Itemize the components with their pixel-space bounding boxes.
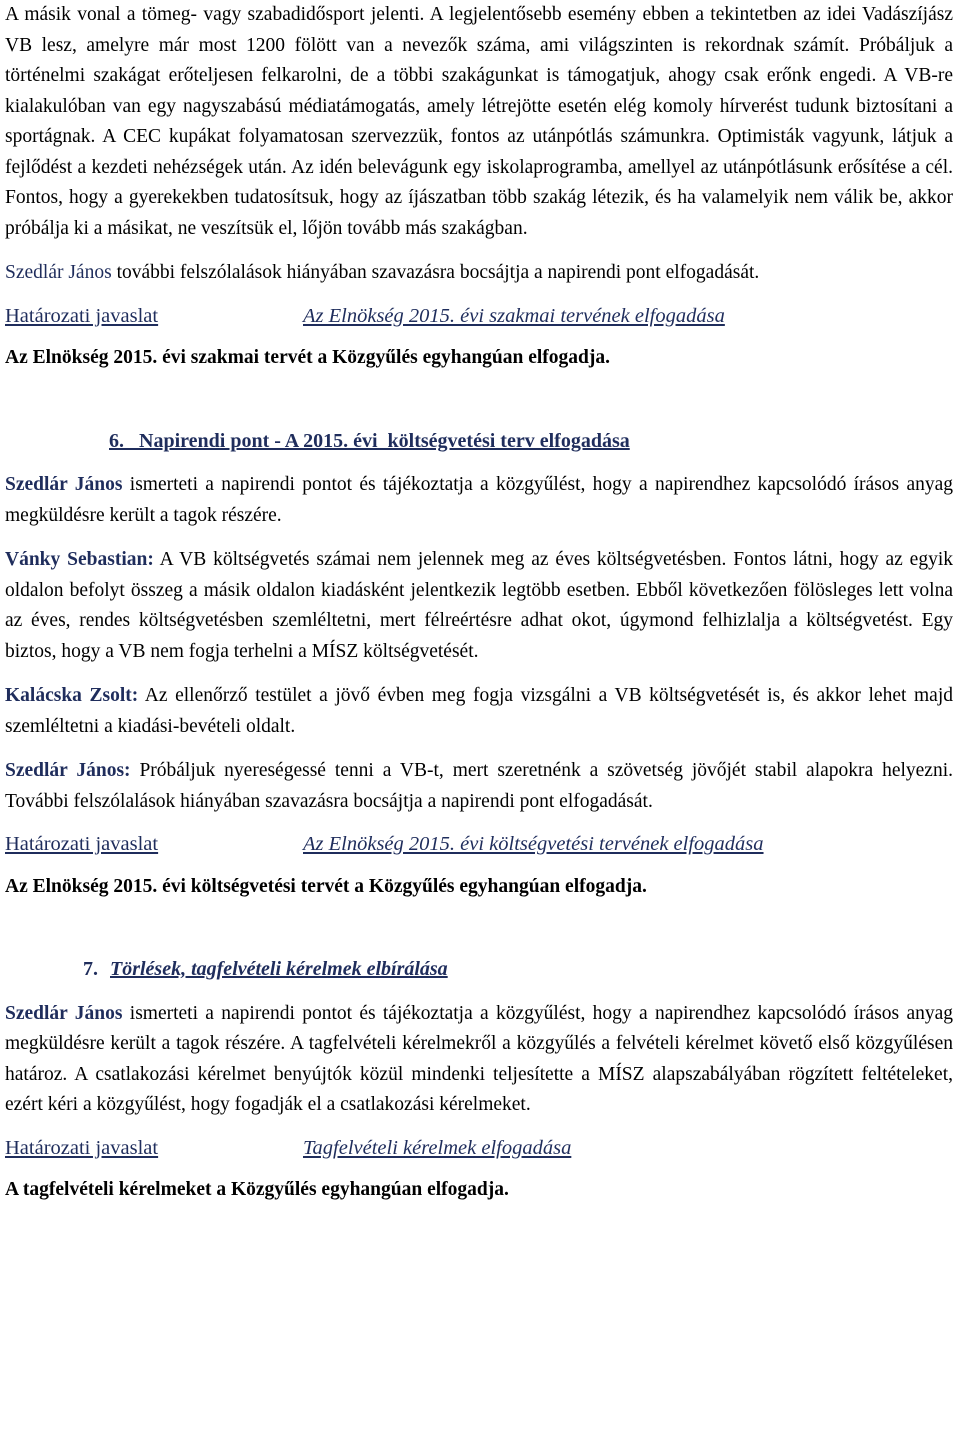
agenda-title: Törlések, tagfelvételi kérelmek elbírálása: [110, 958, 448, 980]
paragraph-vote-call-1: [5, 258, 953, 289]
resolution-title: Tagfelvételi kérelmek elfogadása: [303, 1136, 572, 1159]
paragraph-kalacska: [5, 681, 953, 742]
text-segment: Az idén belevágunk egy iskolaprogramba, amellyel az utánpótlásunk erősítése a cél.: [286, 156, 953, 178]
speaker-name: Kalácska Zsolt:: [5, 685, 139, 706]
paragraph-vanky: [5, 545, 953, 667]
resolution-proposal-1: [5, 301, 953, 332]
speaker-text: ismerteti a napirendi pontot és tájékoztatja a közgyűlést, hogy a napirendhez kapcsolódó írásos anyag megküldésre került a tagok részére.: [5, 474, 954, 526]
resolution-proposal-2: [5, 829, 953, 860]
speaker-text: A VB költségvetés számai nem jelennek meg az éves költségvetésben. Fontos látni, hogy az egyik oldalon befolyt összeg a másik oldalon kiadásként jelentkezik legtöbb esetben. Ebből következően fölösleges lett volna az éves, rendes költségvetésben szemléltetni, mert félreértésre adhat okot, úgymond felhizlalja a költségvetést. Egy biztos, hogy a VB nem fogja terhelni a MÍSZ költségvetését.: [5, 549, 953, 662]
agenda-title: 6. Napirendi pont - A 2015. évi költségvetési terv elfogadása: [109, 429, 630, 452]
speaker-name: Szedlár János: [5, 474, 123, 495]
resolution-title: Az Elnökség 2015. évi szakmai tervének elfogadása: [303, 304, 725, 327]
resolution-title: Az Elnökség 2015. évi költségvetési tervének elfogadása: [303, 833, 764, 855]
resolution-label: Határozati javaslat: [5, 833, 159, 855]
resolution-proposal-3: [5, 1133, 953, 1164]
resolution-decision-1: Az Elnökség 2015. évi szakmai tervét a Közgyűlés egyhangúan elfogadja.: [5, 347, 611, 368]
speaker-text: további felszólalások hiányában szavazásra bocsájtja a napirendi pont elfogadását.: [111, 262, 760, 283]
text-segment: Fontos, hogy a gyerekekben tudatosítsuk, hogy az íjászatban több szakág létezik, és ha valamelyik nem válik be, akkor próbálja ki a másikat, ne veszítsük el, lőjön tovább más szakágban.: [5, 187, 953, 239]
speaker-name: Szedlár János: [5, 262, 112, 283]
resolution-decision-3: A tagfelvételi kérelmeket a Közgyűlés egyhangúan elfogadja.: [5, 1179, 509, 1200]
agenda-heading-6: [5, 426, 953, 457]
text-segment: Próbáljuk a történelmi szakágat erőteljesen felkarolni, de a többi szakágunkat is támogatjuk, ahogy csak erőnk engedi. A VB-re kialakulóban van egy nagyszabású médiatámogatás, amely létrejötte esetén elég komoly hírverést tudunk biztosítani a sportágnak. A CEC kupákat folyamatosan szervezzük, fontos az utánpótlás számunkra.: [5, 34, 953, 147]
resolution-decision-2: Az Elnökség 2015. évi költségvetési tervét a Közgyűlés egyhangúan elfogadja.: [5, 875, 647, 897]
speaker-name: Szedlár János:: [5, 760, 131, 781]
text-segment: Optimisták vagyunk, látjuk a fejlődést a kezdeti nehézségek után.: [5, 126, 953, 178]
text-segment: A másik vonal a tömeg- vagy szabadidősport jelenti. A legjelentősebb esemény ebben a tekintetben az idei Vadászíjász VB lesz, amelyre már most 1200 fölött van a nevezők száma, ami világszinten is rekordnak számít.: [5, 4, 953, 56]
agenda-number: 7.: [83, 958, 98, 980]
resolution-label: Határozati javaslat: [5, 1136, 159, 1159]
speaker-name: Vánky Sebastian:: [5, 549, 154, 570]
resolution-label: Határozati javaslat: [5, 304, 159, 327]
speaker-name: Szedlár János: [5, 1002, 123, 1024]
paragraph-intro-6: [5, 470, 953, 531]
paragraph-sports-report: [5, 0, 953, 244]
speaker-text: Próbáljuk nyereségessé tenni a VB-t, mert szeretnénk a szövetség jövőjét stabil alapokra helyezni. További felszólalások hiányában szavazásra bocsájtja a napirendi pont elfogadását.: [5, 760, 953, 812]
speaker-text: ismerteti a napirendi pontot és tájékoztatja a közgyűlést, hogy a napirendhez kapcsolódó írásos anyag megküldésre került a tagok részére. A tagfelvételi kérelmekről a közgyűlés a felvételi kérelmet követő első közgyűlésen határoz. A csatlakozási kérelmet benyújtók közül mindenki teljesítette a MÍSZ alapszabályában rögzített feltételeket, ezért kéri a közgyűlést, hogy fogadják el a csatlakozási kérelmeket.: [5, 1002, 954, 1115]
speaker-text: Az ellenőrző testület a jövő évben meg fogja vizsgálni a VB költségvetését is, és akkor lehet majd szemléltetni a kiadási-bevételi oldalt.: [5, 685, 953, 737]
agenda-heading-7: [5, 954, 953, 985]
paragraph-intro-7: [5, 999, 953, 1121]
paragraph-szedlar-2: [5, 756, 953, 817]
